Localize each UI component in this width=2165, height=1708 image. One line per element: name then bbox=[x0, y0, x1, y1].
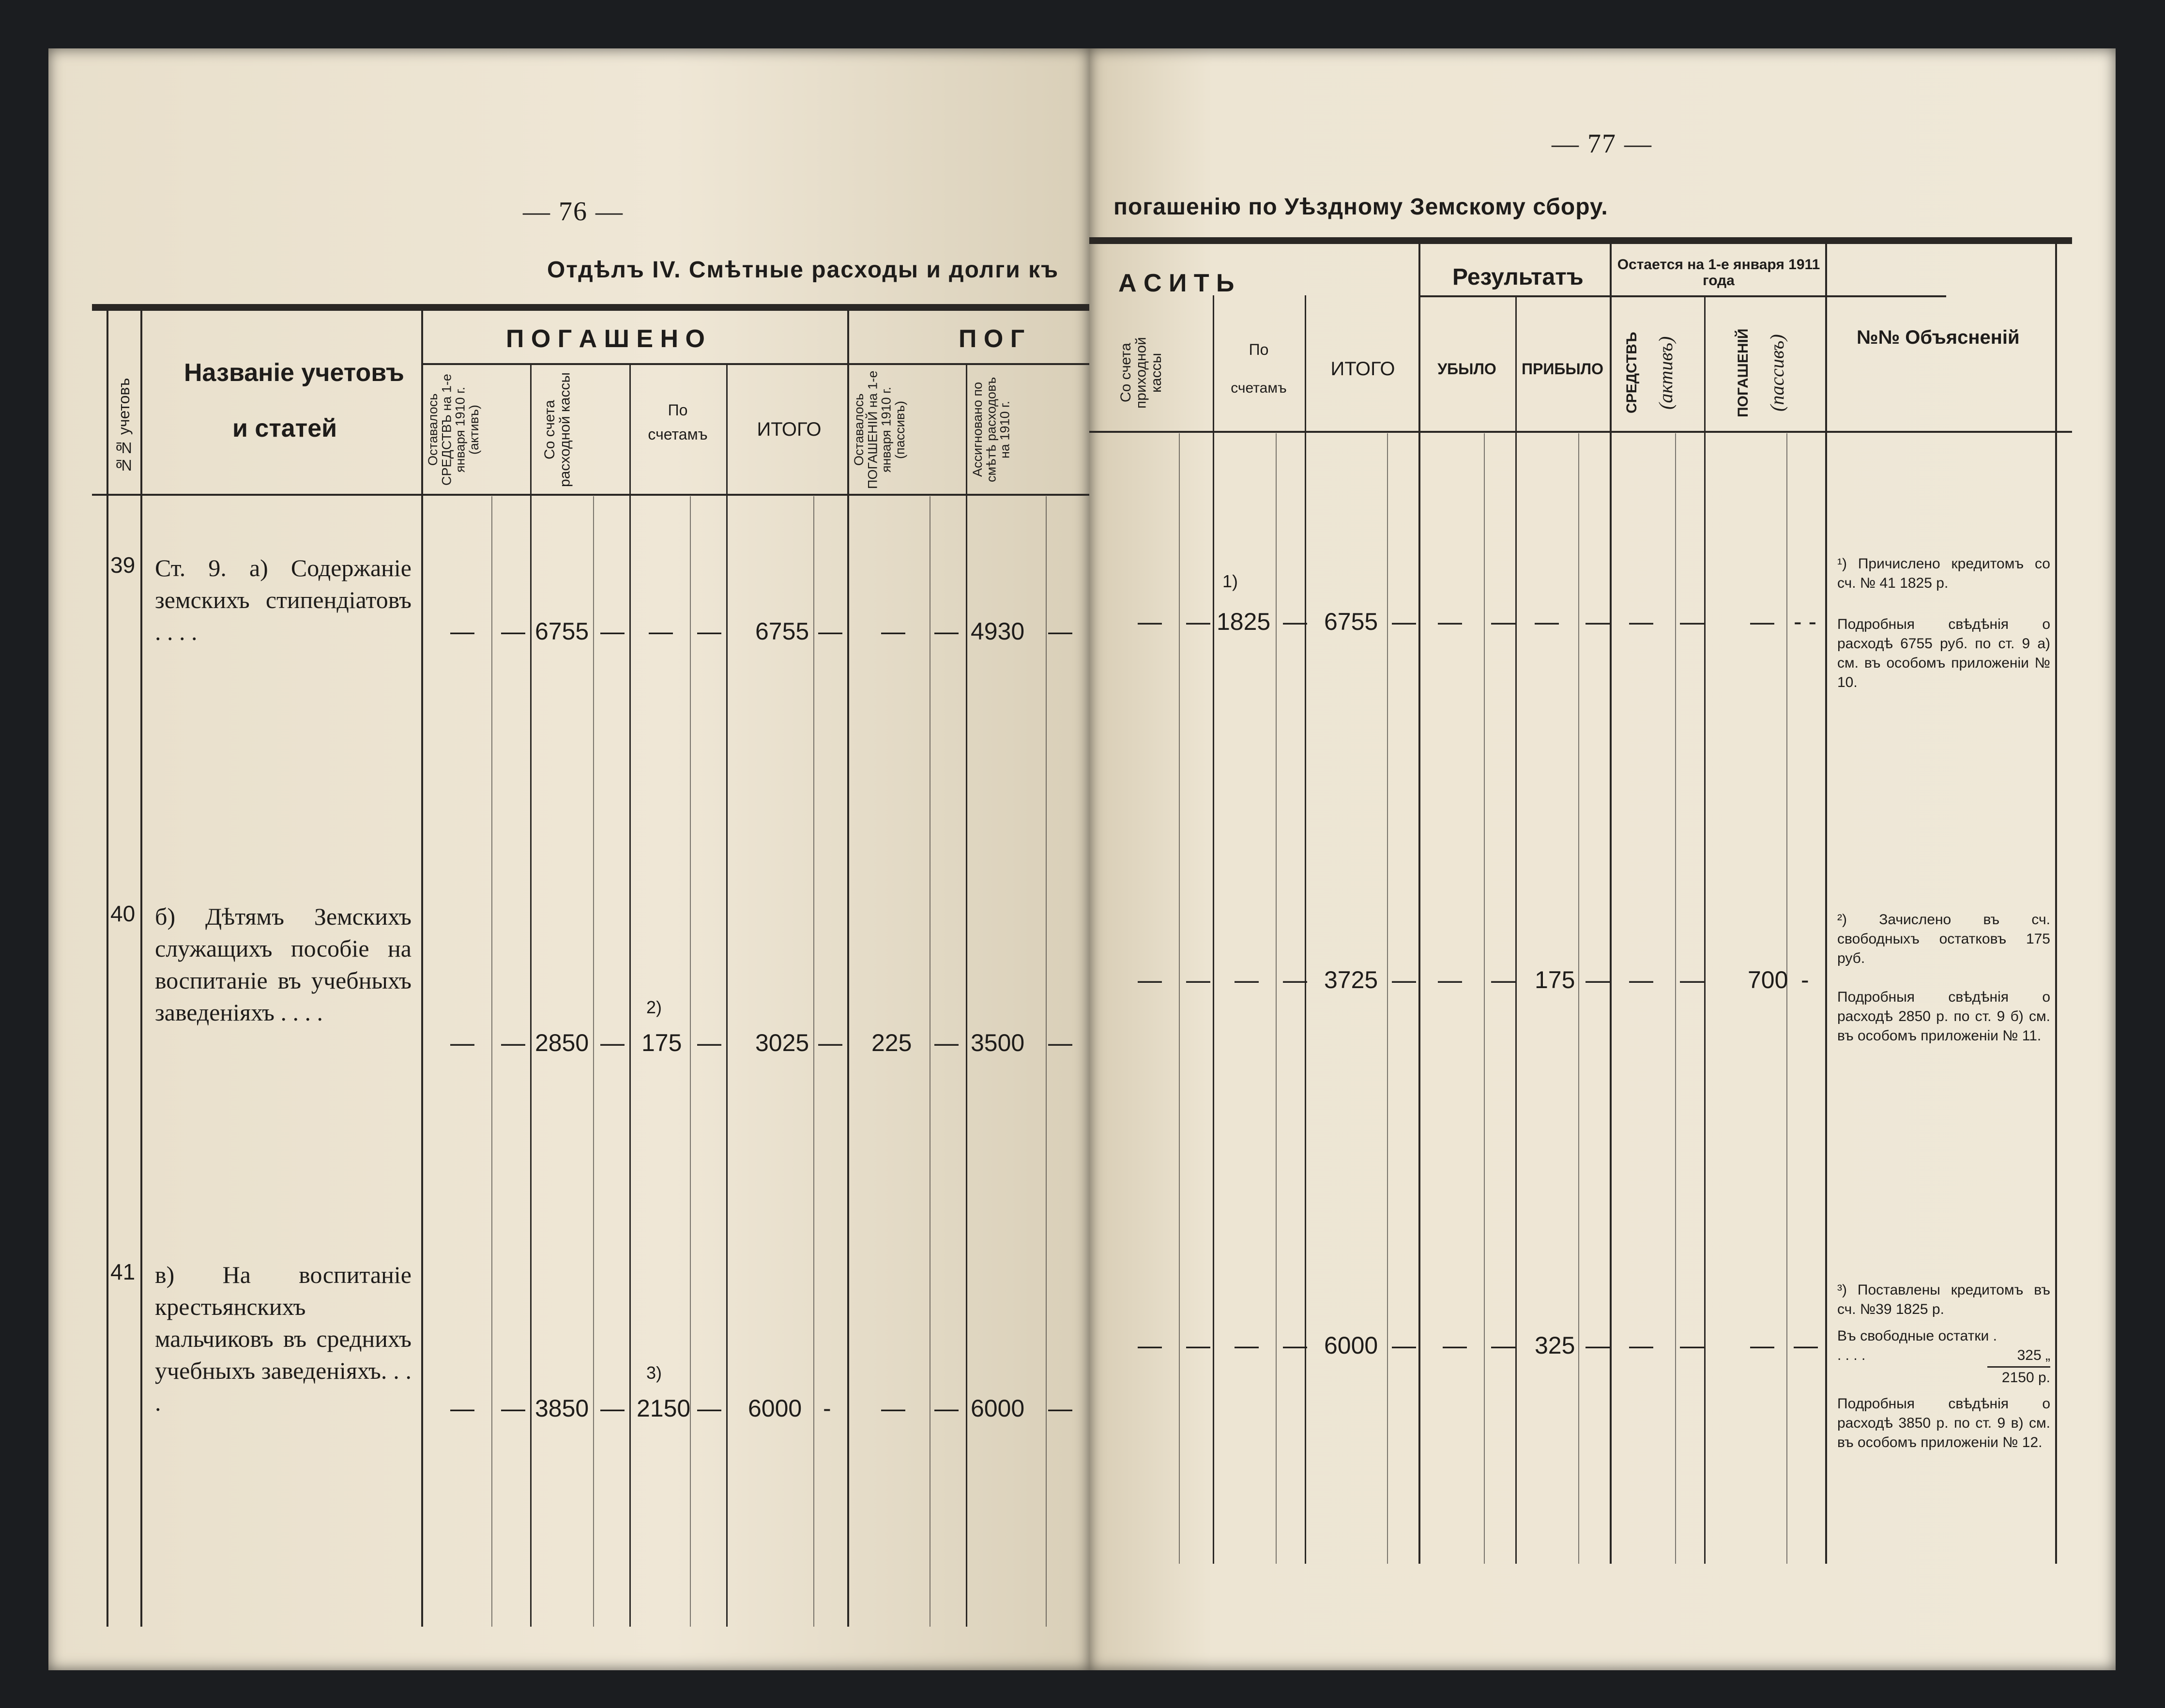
value-so-scheta: 3850 bbox=[535, 1395, 589, 1422]
value-itogo: 6000 bbox=[1324, 1332, 1378, 1359]
value-assignovano: 4930 bbox=[971, 618, 1025, 645]
sub-po-schetam-1: По bbox=[668, 401, 688, 419]
col-line bbox=[2055, 242, 2057, 1564]
value-assignovano: 3500 bbox=[971, 1029, 1025, 1056]
dash: — bbox=[697, 1029, 721, 1056]
dash: — bbox=[1283, 608, 1307, 635]
dash: — bbox=[1048, 1029, 1072, 1056]
dash: — bbox=[1680, 966, 1704, 993]
col-name-header-1: Названіе учетовъ bbox=[184, 359, 404, 387]
dash: — bbox=[934, 1395, 959, 1422]
sum-rule bbox=[1987, 1366, 2050, 1368]
col-num-header: №№ учетовъ bbox=[115, 378, 133, 474]
col-line bbox=[1515, 295, 1517, 1564]
group-result: Результатъ bbox=[1452, 264, 1584, 290]
value-itogo: 3725 bbox=[1324, 966, 1378, 993]
inner-line bbox=[1046, 496, 1047, 1627]
inner-line bbox=[1276, 433, 1277, 1564]
col-line bbox=[140, 310, 142, 1627]
value-so-scheta: 6755 bbox=[535, 618, 589, 645]
dash: — bbox=[450, 1029, 474, 1056]
group-ostaetsya: Остается на 1-е января 1911 года bbox=[1617, 257, 1820, 289]
row-name: в) На воспитаніе крестьянскихъ мальчиковъ въ среднихъ учебныхъ заведеніяхъ. . . . bbox=[155, 1261, 412, 1416]
group-pogasheno: П О Г А Ш Е Н О bbox=[506, 325, 705, 353]
page-number-left: — 76 — bbox=[523, 197, 624, 227]
inner-line bbox=[1675, 433, 1676, 1564]
col-line bbox=[1704, 295, 1706, 1564]
sub-po-2: счетамъ bbox=[1231, 380, 1287, 396]
inner-line bbox=[813, 496, 814, 1627]
left-page bbox=[48, 48, 1089, 1670]
row-name: Ст. 9. а) Содержаніе земскихъ стипендіатовъ . . . . bbox=[155, 554, 412, 645]
col-line bbox=[530, 363, 532, 1627]
dash: — bbox=[818, 618, 842, 645]
group-pog: П О Г bbox=[959, 325, 1025, 353]
section-header-cont: погашенію по Уѣздному Земскому сбору. bbox=[1113, 194, 1608, 220]
value-pogasheniy: 700 bbox=[1748, 966, 1788, 993]
value-assignovano: 6000 bbox=[971, 1395, 1025, 1422]
dash: — bbox=[1186, 608, 1210, 635]
dash: — bbox=[649, 618, 673, 645]
dash: — bbox=[1680, 1332, 1704, 1359]
dash: — bbox=[1138, 608, 1162, 635]
sub-pribylo: ПРИБЫЛО bbox=[1521, 360, 1603, 378]
dash: — bbox=[1491, 1332, 1515, 1359]
dash: — bbox=[818, 1029, 842, 1056]
dash: — bbox=[1283, 1332, 1307, 1359]
dash: — bbox=[934, 618, 959, 645]
row-name: б) Дѣтямъ Земскихъ служащихъ пособіе на воспитаніе въ учебныхъ заведеніяхъ . . . . bbox=[155, 903, 412, 1026]
value-po-schetam: 175 bbox=[641, 1029, 682, 1056]
inner-line bbox=[593, 496, 594, 1627]
col-obyasneniy: №№ Объясненій bbox=[1857, 327, 2020, 348]
header-bottom-rule bbox=[1089, 431, 2072, 433]
sub-ostavalos-sredstv: Оставалось СРЕДСТВЪ на 1-е января 1910 г. (активъ) bbox=[426, 374, 482, 486]
sub-assignovano: Ассигновано по смѣтѣ расходовъ на 1910 г. bbox=[970, 377, 1012, 483]
dash: - bbox=[823, 1395, 831, 1422]
dash: — bbox=[1794, 1332, 1818, 1359]
dash: — bbox=[697, 1395, 721, 1422]
dash: — bbox=[1186, 966, 1210, 993]
dash: — bbox=[1138, 966, 1162, 993]
sub-itogo: ИТОГО bbox=[757, 419, 822, 440]
dash: — bbox=[1186, 1332, 1210, 1359]
group-header-rule bbox=[421, 363, 1089, 365]
note-1a: ¹) Причислено кредитомъ со сч. № 41 1825 р. bbox=[1837, 556, 2050, 591]
dash: — bbox=[1392, 966, 1416, 993]
col-line bbox=[1305, 295, 1306, 1564]
value-po-schetam: 2150 bbox=[637, 1395, 691, 1422]
row-number: 39 bbox=[110, 552, 136, 578]
sub-passiv: (пассивъ) bbox=[1766, 334, 1788, 412]
value-itogo: 6755 bbox=[755, 618, 809, 645]
dash: — bbox=[1138, 1332, 1162, 1359]
dash: — bbox=[1048, 618, 1072, 645]
dash: — bbox=[501, 618, 525, 645]
sub-pogasheniy: ПОГАШЕНІЙ bbox=[1735, 328, 1751, 417]
inner-line bbox=[1484, 433, 1485, 1564]
value-so-scheta: 2850 bbox=[535, 1029, 589, 1056]
value-itogo: 6000 bbox=[748, 1395, 802, 1422]
table-top-rule bbox=[1089, 237, 2072, 244]
note-3c: 2150 р. bbox=[2001, 1370, 2050, 1386]
page-number-right: — 77 — bbox=[1552, 129, 1652, 159]
col-line bbox=[107, 310, 108, 1627]
dash: — bbox=[600, 618, 625, 645]
note-2a: ²) Зачислено въ сч. свободныхъ остатковъ 175 руб. bbox=[1837, 912, 2050, 966]
dash: — bbox=[1491, 608, 1515, 635]
note-1b: Подробныя свѣдѣнія о расходѣ 6755 руб. по ст. 9 а) см. въ особомъ приложеніи № 10. bbox=[1837, 616, 2050, 690]
dash: — bbox=[1586, 1332, 1610, 1359]
note-2b: Подробныя свѣдѣнія о расходѣ 2850 р. по ст. 9 б) см. въ особомъ приложеніи № 11. bbox=[1837, 989, 2050, 1044]
sub-so-scheta-prihodnoy: Со счета приходной кассы bbox=[1118, 337, 1164, 409]
dash: — bbox=[1586, 966, 1610, 993]
dash: — bbox=[1629, 608, 1653, 635]
sub-po-schetam-2: счетамъ bbox=[648, 426, 708, 443]
dash: — bbox=[1680, 608, 1704, 635]
dash: - bbox=[1801, 966, 1809, 993]
value-itogo: 3025 bbox=[755, 1029, 809, 1056]
row-number: 40 bbox=[110, 901, 136, 926]
note-3b: Въ свободные остатки . . . . . bbox=[1837, 1328, 1997, 1363]
col-line bbox=[847, 310, 849, 1627]
dash: - - bbox=[1794, 608, 1817, 635]
dash: — bbox=[501, 1029, 525, 1056]
col-line bbox=[1610, 242, 1612, 1564]
value-ostavalos-pog: 225 bbox=[871, 1029, 912, 1056]
dash: — bbox=[600, 1395, 625, 1422]
dash: — bbox=[1443, 1332, 1467, 1359]
note-3d: Подробныя свѣдѣнія о расходѣ 3850 р. по ст. 9 в) см. въ особомъ приложеніи № 12. bbox=[1837, 1396, 2050, 1450]
col-line bbox=[629, 363, 631, 1627]
dash: — bbox=[934, 1029, 959, 1056]
group-asit: А С И Т Ь bbox=[1118, 269, 1235, 297]
col-line bbox=[726, 363, 728, 1627]
value-pribylo: 175 bbox=[1535, 966, 1575, 993]
inner-line bbox=[1179, 433, 1180, 1564]
dash: — bbox=[1629, 1332, 1653, 1359]
header-bottom-rule bbox=[92, 494, 1089, 496]
col-line bbox=[1418, 242, 1420, 1564]
sub-aktiv: (активъ) bbox=[1655, 336, 1677, 410]
dash: — bbox=[1048, 1395, 1072, 1422]
col-name-header-2: и статей bbox=[232, 414, 337, 442]
inner-line bbox=[690, 496, 691, 1627]
group-header-rule bbox=[1418, 295, 1946, 297]
dash: — bbox=[450, 1395, 474, 1422]
inner-line bbox=[491, 496, 492, 1627]
value-po-schetam: 1825 bbox=[1217, 608, 1271, 635]
col-line bbox=[421, 310, 423, 1627]
footnote-mark: 1) bbox=[1222, 571, 1238, 591]
inner-line bbox=[1578, 433, 1579, 1564]
col-line bbox=[966, 363, 967, 1627]
sub-so-scheta-rashodnoy: Со счета расходной кассы bbox=[542, 372, 573, 487]
dash: — bbox=[1629, 966, 1653, 993]
right-page bbox=[1089, 48, 2116, 1670]
dash: — bbox=[1235, 966, 1259, 993]
footnote-mark: 3) bbox=[646, 1363, 662, 1383]
col-line bbox=[1825, 242, 1827, 1564]
dash: — bbox=[1392, 1332, 1416, 1359]
dash: — bbox=[697, 618, 721, 645]
dash: — bbox=[1491, 966, 1515, 993]
value-itogo: 6755 bbox=[1324, 608, 1378, 635]
row-number: 41 bbox=[110, 1259, 136, 1284]
note-3b-value: 325 „ bbox=[2017, 1347, 2050, 1363]
dash: — bbox=[1392, 608, 1416, 635]
sub-ostavalos-pogasheniy: Оставалось ПОГАШЕНІЙ на 1-е января 1910 г. (пассивъ) bbox=[852, 370, 908, 489]
dash: — bbox=[1438, 966, 1462, 993]
dash: — bbox=[1750, 1332, 1774, 1359]
value-pribylo: 325 bbox=[1535, 1332, 1575, 1359]
dash: — bbox=[1438, 608, 1462, 635]
dash: — bbox=[450, 618, 474, 645]
dash: — bbox=[1283, 966, 1307, 993]
note-3a: ³) Поставлены кредитомъ въ сч. №39 1825 р. bbox=[1837, 1282, 2050, 1317]
sub-sredstv: СРЕДСТВЪ bbox=[1624, 332, 1640, 414]
sub-itogo: ИТОГО bbox=[1330, 358, 1395, 380]
dash: — bbox=[1535, 608, 1559, 635]
inner-line bbox=[1786, 433, 1787, 1564]
dash: — bbox=[1235, 1332, 1259, 1359]
dash: — bbox=[1750, 608, 1774, 635]
inner-line bbox=[1387, 433, 1388, 1564]
dash: — bbox=[881, 1395, 905, 1422]
sub-po-1: По bbox=[1249, 341, 1269, 358]
table-top-rule bbox=[92, 304, 1089, 311]
dash: — bbox=[881, 618, 905, 645]
sub-ubylo: УБЫЛО bbox=[1437, 360, 1496, 378]
col-line bbox=[1213, 295, 1214, 1564]
dash: — bbox=[600, 1029, 625, 1056]
footnote-mark: 2) bbox=[646, 997, 662, 1017]
dash: — bbox=[501, 1395, 525, 1422]
section-header: Отдѣлъ IV. Смѣтные расходы и долги къ bbox=[547, 257, 1059, 283]
dash: — bbox=[1586, 608, 1610, 635]
